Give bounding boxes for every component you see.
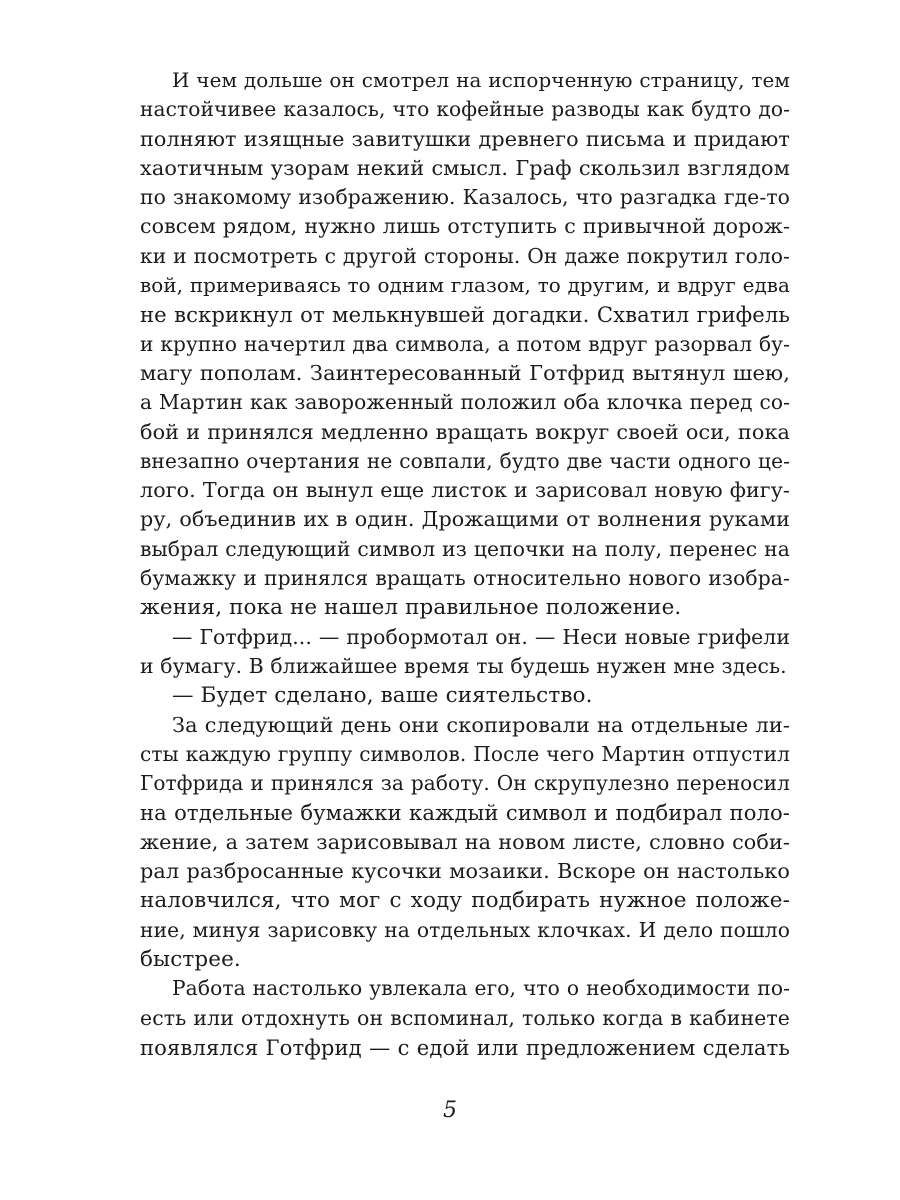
text-line: За следующий день они скопировали на отдельные ли- [172,712,790,737]
text-line: внезапно очертания не совпали, будто две части одного це- [140,448,790,473]
text-line: рал разбросанные кусочки мозаики. Вскоре он настолько [140,859,790,884]
text-line: сты каждую группу символов. После чего Мартин отпустил [140,741,790,766]
text-line: — Будет сделано, ваше сиятельство. [172,683,593,709]
page-number: 5 [443,1098,457,1123]
text-line: — Готфрид... — пробормотал он. — Неси новые грифели [172,624,790,649]
text-line: Готфрида и принялся за работу. Он скрупулезно переносил [140,771,790,796]
text-line: по знакомому изображению. Казалось, что разгадка где-то [140,185,790,210]
text-line: лого. Тогда он вынул еще листок и зарисовал новую фигу- [140,478,790,503]
text-line: совсем рядом, нужно лишь отступить с привычной дорож- [140,214,790,239]
text-line: выбрал следующий символ из цепочки на полу, перенес на [140,536,790,561]
text-line: И чем дольше он смотрел на испорченную страницу, тем [172,68,790,92]
text-line: полняют изящные завитушки древнего письма и придают [140,126,790,151]
text-line: ние, минуя зарисовку на отдельных клочках. И дело пошло [140,917,790,942]
text-line: хаотичным узорам некий смысл. Граф скользил взглядом [140,155,790,180]
text-line: Работа настолько увлекала его, что о необходимости по- [172,976,790,1001]
text-line: на отдельные бумажки каждый символ и подбирал поло- [140,800,790,826]
text-line: есть или отдохнуть он вспоминал, только когда в кабинете [140,1005,790,1030]
text-line: быстрее. [140,946,241,972]
text-line: ру, объединив их в один. Дрожащими от волнения руками [140,507,790,532]
text-line: магу пополам. Заинтересованный Готфрид вытянул шею, [140,360,790,385]
text-line: и крупно начертил два символа, а потом вдруг разорвал бу- [140,331,790,356]
text-line: ки и посмотреть с другой стороны. Он даже покрутил голо- [140,243,790,268]
text-line: жение, а затем зарисовывал на новом листе, словно соби- [140,829,790,854]
text-line: а Мартин как завороженный положил оба клочка перед со- [140,390,790,415]
text-line: настойчивее казалось, что кофейные разводы как будто до- [140,97,790,122]
body-text [140,66,790,1062]
text-line: жения, пока не нашел правильное положение. [140,595,682,621]
text-line: появлялся Готфрид — с едой или предложением сделать [140,1034,790,1060]
text-line: вой, примериваясь то одним глазом, то другим, и вдруг едва [140,274,790,298]
text-line: бумажку и принялся вращать относительно нового изобра- [140,566,790,591]
text-line: наловчился, что мог с ходу подбирать нужное положе- [140,888,790,914]
text-line: и бумагу. В ближайшее время ты будешь нужен мне здесь. [140,653,787,678]
text-line: не вскрикнул от мелькнувшей догадки. Схватил грифель [140,302,790,328]
text-line: бой и принялся медленно вращать вокруг своей оси, пока [140,419,790,444]
